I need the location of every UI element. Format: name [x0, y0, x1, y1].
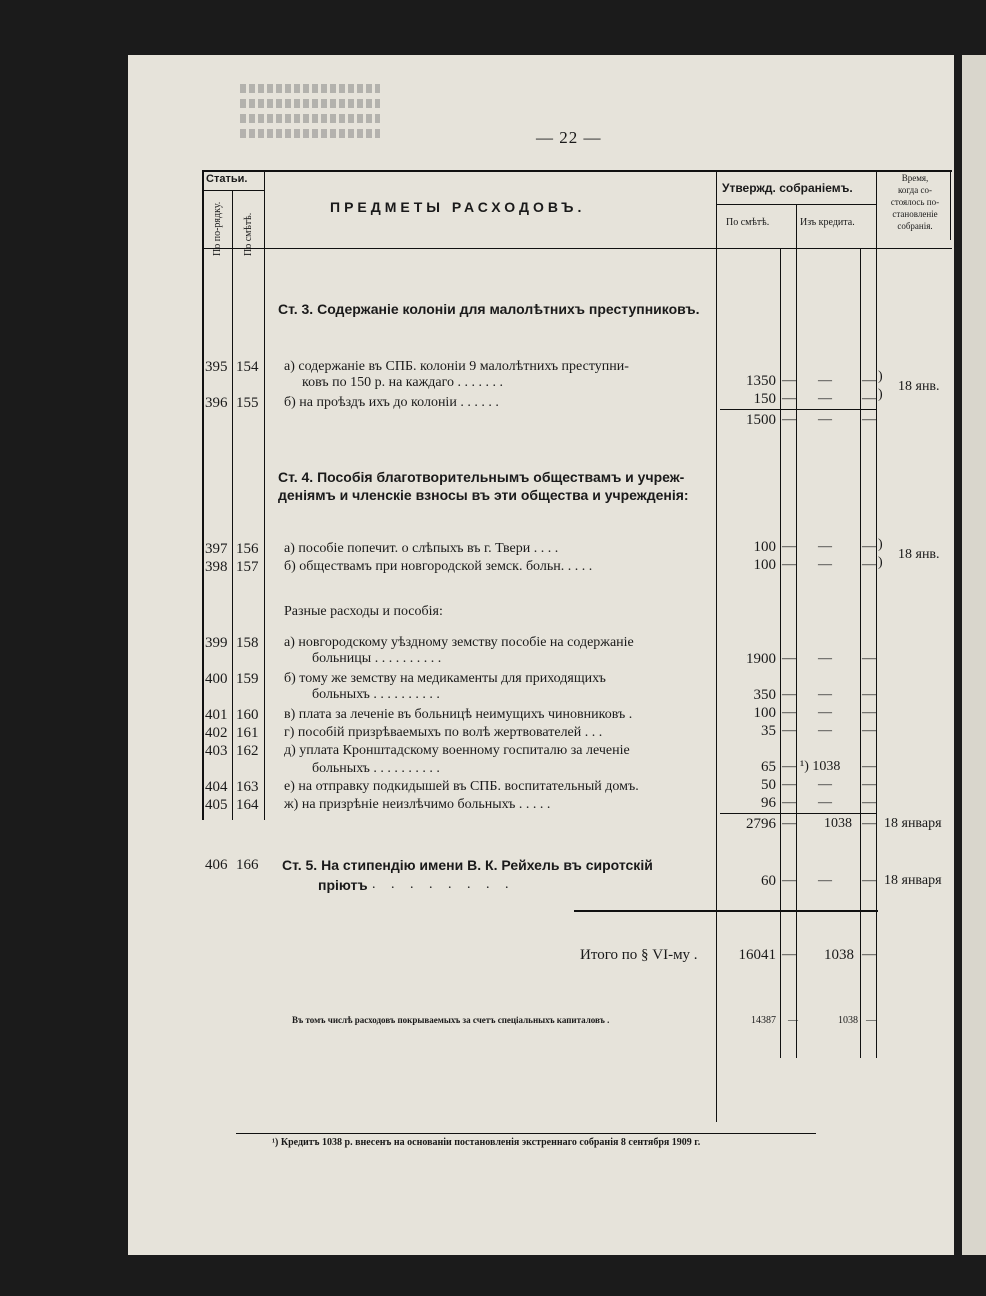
row-399-text-1: а) новгородскому уѣздному земству пособіе на содержаніе [284, 635, 634, 650]
subtotal-line-2 [720, 813, 876, 814]
row-398-dash: — [782, 557, 796, 572]
row-403-text-2: больныхъ . . . . . . . . . . [312, 761, 440, 776]
header-bottom-border [202, 248, 952, 249]
row-406-dash-2: — [862, 873, 876, 888]
row-405-dash-2: — [862, 795, 876, 810]
row-398-credit: — [818, 557, 832, 572]
facing-page-edge [962, 55, 986, 1255]
row-405-text: ж) на призрѣніе неизлѣчимо больныхъ . . . . . [284, 797, 551, 812]
row-403-credit: ¹) 1038 [800, 759, 841, 774]
row-403-n2: 162 [236, 743, 259, 759]
row-400-dash-2: — [862, 687, 876, 702]
row-405-n1: 405 [205, 797, 228, 813]
row-395-text-1: а) содержаніе въ СПБ. колоніи 9 малолѣтнихъ преступни- [284, 359, 629, 374]
footnote: ¹) Кредитъ 1038 р. внесенъ на основаніи постановленія экстреннаго собранія 8 сентября 1909 г. [272, 1137, 701, 1148]
section-4-title-1: Ст. 4. Пособія благотворительнымъ обществамъ и учреж- [278, 469, 685, 485]
row-406-n1: 406 [205, 857, 228, 873]
section-3-title: Ст. 3. Содержаніе колоніи для малолѣтнихъ преступниковъ. [278, 301, 700, 317]
header-time-5: собранія. [897, 221, 933, 231]
col-divider-7 [876, 170, 877, 1058]
subtotal-misc-dash: — [782, 816, 796, 831]
col-divider-6 [860, 248, 861, 1058]
table-right-border [950, 170, 951, 240]
row-405-value: 96 [761, 795, 776, 811]
row-399-dash-2: — [862, 651, 876, 666]
total-label: Итого по § VI-му . [580, 947, 698, 963]
row-401-text: в) плата за леченіе въ больницѣ неимущихъ чиновниковъ . [284, 707, 633, 722]
row-400-text-2: больныхъ . . . . . . . . . . [312, 687, 440, 702]
header-po-smete: По смѣтѣ. [243, 212, 254, 256]
row-399-value: 1900 [746, 651, 776, 667]
date-3: 18 января [884, 816, 942, 831]
subtotal-s3-dash-2: — [862, 412, 876, 427]
special-dash-2: — [866, 1015, 876, 1026]
library-stamp [240, 78, 380, 150]
row-395-n1: 395 [205, 359, 228, 375]
col-divider-2 [264, 170, 265, 820]
row-402-text: г) пособій призрѣваемыхъ по волѣ жертвователей . . . [284, 725, 603, 740]
row-395-dash-2: — [862, 373, 876, 388]
header-po-poryadku: По по-рядку. [212, 201, 223, 256]
row-397-n1: 397 [205, 541, 228, 557]
subtotal-line-1 [720, 409, 876, 410]
row-402-n2: 161 [236, 725, 259, 741]
special-label: Въ томъ числѣ расходовъ покрываемыхъ за счетъ спеціальныхъ капиталовъ . [292, 1015, 610, 1025]
row-404-dash: — [782, 777, 796, 792]
row-396-dash: — [782, 391, 796, 406]
row-404-value: 50 [761, 777, 776, 793]
footnote-rule [236, 1133, 816, 1134]
col-divider-4 [780, 248, 781, 1058]
row-405-n2: 164 [236, 797, 259, 813]
section-5-leader: . . . . . . . . [372, 877, 515, 892]
row-404-n2: 163 [236, 779, 259, 795]
row-395-credit: — [818, 373, 832, 388]
table-left-border [202, 170, 204, 820]
row-397-credit: — [818, 539, 832, 554]
subtotal-misc-dash-2: — [862, 816, 876, 831]
page-number: — 22 — [536, 128, 602, 147]
row-401-value: 100 [753, 705, 776, 721]
date-2: 18 янв. [898, 547, 940, 562]
row-396-credit: — [818, 391, 832, 406]
col-divider-5 [796, 204, 797, 1058]
special-dash: — [788, 1015, 798, 1026]
row-401-dash-2: — [862, 705, 876, 720]
row-397-value: 100 [753, 539, 776, 555]
row-397-dash-2: — [862, 539, 876, 554]
special-credit: 1038 [838, 1015, 858, 1026]
row-406-value: 60 [761, 873, 776, 889]
row-398-text: б) обществамъ при новгородской земск. больн. . . . . [284, 559, 593, 574]
total-dash: — [782, 947, 796, 962]
row-399-n1: 399 [205, 635, 228, 651]
subtotal-s3-credit: — [818, 412, 832, 427]
subtotal-misc-value: 2796 [746, 816, 776, 832]
row-396-text: б) на проѣздъ ихъ до колоніи . . . . . . [284, 395, 499, 410]
date-4: 18 января [884, 873, 942, 888]
row-404-text: е) на отправку подкидышей въ СПБ. воспитательный домъ. [284, 779, 639, 794]
row-404-credit: — [818, 777, 832, 792]
row-399-n2: 158 [236, 635, 259, 651]
header-title: ПРЕДМЕТЫ РАСХОДОВЪ. [330, 199, 586, 215]
row-395-dash: — [782, 373, 796, 388]
row-403-dash: — [782, 759, 796, 774]
section-4-title-2: деніямъ и членскіе взносы въ эти общества и учрежденія: [278, 487, 689, 503]
row-400-dash: — [782, 687, 796, 702]
col-divider-3 [716, 170, 717, 1122]
row-396-dash-2: — [862, 391, 876, 406]
header-statyi: Статьи. [206, 173, 248, 185]
row-397-dash: — [782, 539, 796, 554]
header-approved: Утвержд. собраніемъ. [722, 181, 853, 195]
row-403-text-1: д) уплата Кронштадскому военному госпиталю за леченіе [284, 743, 630, 758]
row-401-credit: — [818, 705, 832, 720]
subtotal-s3-value: 1500 [746, 412, 776, 428]
row-402-n1: 402 [205, 725, 228, 741]
row-398-dash-2: — [862, 557, 876, 572]
row-403-value: 65 [761, 759, 776, 775]
row-402-value: 35 [761, 723, 776, 739]
header-time-1: Время, [901, 173, 929, 183]
row-399-credit: — [818, 651, 832, 666]
row-399-text-2: больницы . . . . . . . . . . [312, 651, 442, 666]
row-398-value: 100 [753, 557, 776, 573]
row-396-n2: 155 [236, 395, 259, 411]
subtotal-s3-dash: — [782, 412, 796, 427]
brace-2b: ) [878, 555, 883, 570]
row-405-credit: — [818, 795, 832, 810]
row-398-n2: 157 [236, 559, 259, 575]
subtotal-misc-credit: 1038 [824, 816, 852, 831]
row-399-dash: — [782, 651, 796, 666]
header-time-3: стоялось по- [890, 197, 940, 207]
row-402-dash-2: — [862, 723, 876, 738]
row-400-credit: — [818, 687, 832, 702]
row-401-n2: 160 [236, 707, 259, 723]
total-value: 16041 [738, 947, 776, 963]
row-400-n2: 159 [236, 671, 259, 687]
misc-heading: Разные расходы и пособія: [284, 604, 443, 619]
table-top-border [202, 170, 952, 172]
total-rule [574, 910, 878, 912]
brace-1b: ) [878, 387, 883, 402]
row-406-n2: 166 [236, 857, 259, 873]
header-col-credit: Изъ кредита. [800, 217, 855, 228]
row-403-n1: 403 [205, 743, 228, 759]
brace-2a: ) [878, 537, 883, 552]
row-395-n2: 154 [236, 359, 259, 375]
col-divider-1 [232, 190, 233, 820]
statyi-divider [202, 190, 264, 191]
header-time-4: становленіе [892, 209, 938, 219]
row-400-n1: 400 [205, 671, 228, 687]
total-credit: 1038 [824, 947, 854, 963]
section-5-title-2: пріютъ [318, 877, 368, 893]
row-401-n1: 401 [205, 707, 228, 723]
row-402-dash: — [782, 723, 796, 738]
row-398-n1: 398 [205, 559, 228, 575]
row-395-value: 1350 [746, 373, 776, 389]
row-401-dash: — [782, 705, 796, 720]
special-value: 14387 [751, 1015, 776, 1026]
brace-1a: ) [878, 369, 883, 384]
row-404-n1: 404 [205, 779, 228, 795]
section-5-title-1: Ст. 5. На стипендію имени В. К. Рейхель въ сиротскій [282, 857, 653, 873]
row-397-text: а) пособіе попечит. о слѣпыхъ въ г. Твери . . . . [284, 541, 559, 556]
row-406-dash: — [782, 873, 796, 888]
row-405-dash: — [782, 795, 796, 810]
row-395-text-2: ковъ по 150 р. на каждаго . . . . . . . [302, 375, 503, 390]
header-col-smeta: По смѣтѣ. [726, 217, 770, 228]
row-404-dash-2: — [862, 777, 876, 792]
row-400-value: 350 [753, 687, 776, 703]
row-397-n2: 156 [236, 541, 259, 557]
row-402-credit: — [818, 723, 832, 738]
row-403-dash-2: — [862, 759, 876, 774]
row-406-credit: — [818, 873, 832, 888]
row-396-value: 150 [753, 391, 776, 407]
total-dash-2: — [862, 947, 876, 962]
row-396-n1: 396 [205, 395, 228, 411]
header-time-2: когда со- [898, 185, 932, 195]
date-1: 18 янв. [898, 379, 940, 394]
row-400-text-1: б) тому же земству на медикаменты для приходящихъ [284, 671, 606, 686]
